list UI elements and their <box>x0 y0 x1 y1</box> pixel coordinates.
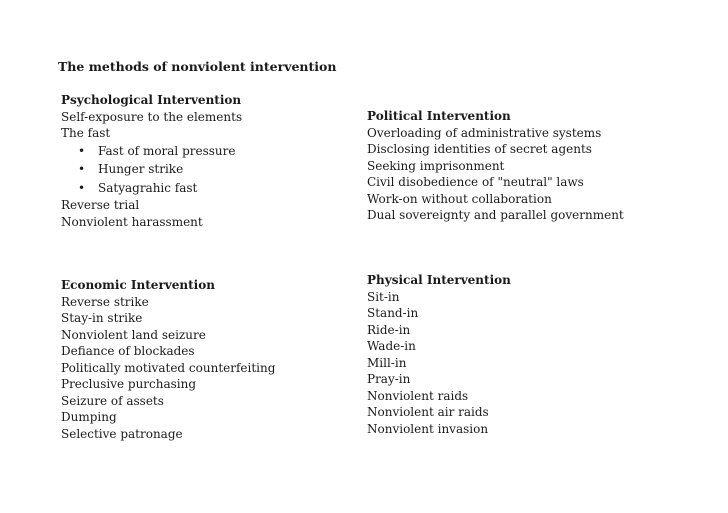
bullet-icon: • <box>78 143 86 158</box>
section-political <box>367 108 624 224</box>
list-item: Work-on without collaboration <box>367 191 552 206</box>
section-economic <box>61 277 275 442</box>
list-item: Self-exposure to the elements <box>61 109 243 124</box>
section-heading-psychological: Psychological Intervention <box>61 93 242 107</box>
list-item: Nonviolent land seizure <box>61 327 206 342</box>
list-item: Nonviolent harassment <box>61 214 203 229</box>
list-item: Reverse trial <box>61 198 140 212</box>
list-item: Nonviolent invasion <box>367 421 489 436</box>
bullet-icon: • <box>78 180 86 195</box>
bullet-text: Satyagrahic fast <box>98 180 198 195</box>
physical-list <box>367 289 511 438</box>
section-psychological <box>61 92 242 230</box>
economic-list <box>61 294 275 443</box>
list-item: Civil disobedience of "neutral" laws <box>367 175 584 189</box>
list-item: Preclusive purchasing <box>61 377 197 391</box>
list-item: Nonviolent raids <box>367 388 469 403</box>
fast-bullet-list <box>61 142 242 198</box>
list-item: Selective patronage <box>61 426 183 441</box>
psychological-list <box>61 109 242 142</box>
list-item: Pray-in <box>367 372 411 386</box>
list-item: Politically motivated counterfeiting <box>61 360 276 375</box>
list-item: Seeking imprisonment <box>367 158 505 173</box>
list-item: Overloading of administrative systems <box>367 125 602 140</box>
section-heading-economic: Economic Intervention <box>61 278 215 292</box>
list-item: Stand-in <box>367 306 419 320</box>
document-title: The methods of nonviolent intervention <box>58 59 337 74</box>
psychological-list-continued <box>61 197 242 230</box>
list-item: Disclosing identities of secret agents <box>367 142 592 156</box>
list-item: Ride-in <box>367 322 411 337</box>
section-heading-physical: Physical Intervention <box>367 273 511 287</box>
bullet-text: Fast of moral pressure <box>98 143 236 158</box>
list-item: Dumping <box>61 410 117 424</box>
list-item: Wade-in <box>367 339 416 353</box>
list-item: Dual sovereignty and parallel government <box>367 208 624 222</box>
bullet-item <box>61 179 242 198</box>
list-item: Sit-in <box>367 289 400 304</box>
list-item: Reverse strike <box>61 294 149 309</box>
bullet-item <box>61 142 242 161</box>
bullet-text: Hunger strike <box>98 162 184 176</box>
list-item: Mill-in <box>367 355 407 370</box>
bullet-icon: • <box>78 162 86 176</box>
list-item: The fast <box>61 126 111 140</box>
list-item: Seizure of assets <box>61 393 164 408</box>
section-physical <box>367 272 511 437</box>
bullet-item <box>61 160 242 179</box>
political-list <box>367 125 624 224</box>
list-item: Nonviolent air raids <box>367 405 489 419</box>
section-heading-political: Political Intervention <box>367 109 511 123</box>
list-item: Defiance of blockades <box>61 344 195 358</box>
list-item: Stay-in strike <box>61 311 143 325</box>
